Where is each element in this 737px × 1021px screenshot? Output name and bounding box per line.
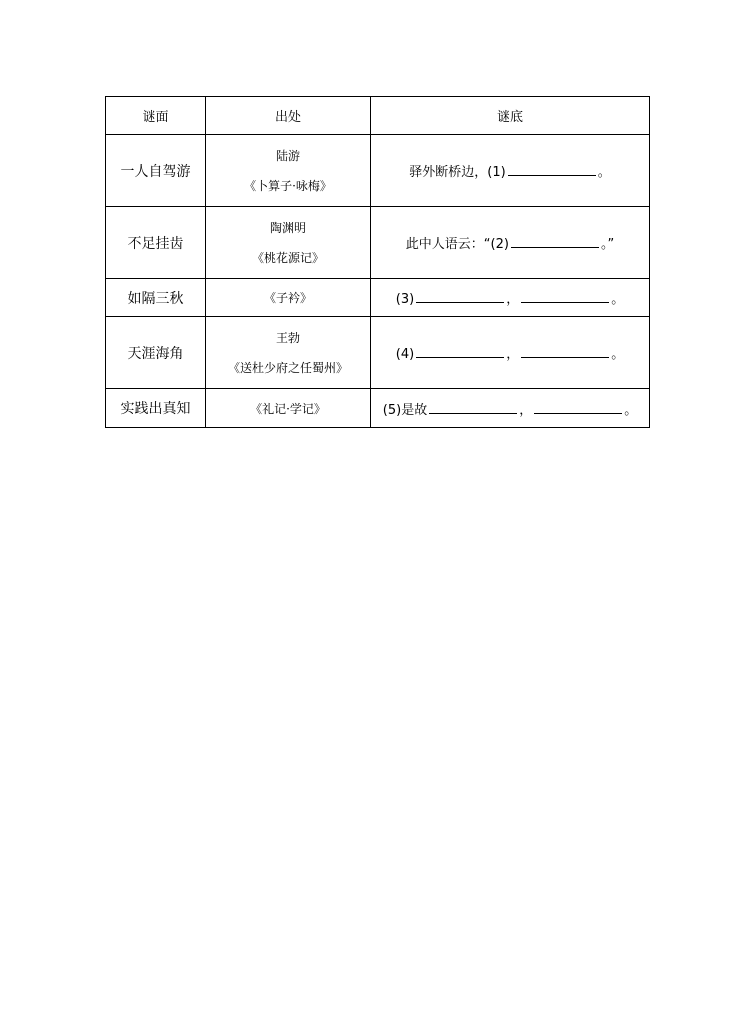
answer-end: 。 (611, 292, 625, 307)
answer-blank[interactable] (521, 289, 609, 303)
answer-end: 。” (600, 237, 615, 252)
answer-marker: (4) (395, 347, 415, 362)
riddle-text: 如隔三秋 (106, 279, 206, 317)
header-source: 出处 (206, 97, 371, 135)
riddle-text: 一人自驾游 (106, 135, 206, 207)
source-author: 王勃 (275, 330, 300, 345)
answer-cell (371, 317, 650, 389)
answer-marker: (1) (487, 165, 506, 180)
answer-blank[interactable] (521, 344, 609, 358)
answer-prefix: 是故 (401, 402, 428, 418)
answer-end: 。 (624, 402, 638, 418)
answer-blank[interactable] (534, 400, 622, 414)
answer-blank[interactable] (508, 162, 596, 176)
answer-cell (371, 279, 650, 317)
answer-marker: (3) (395, 292, 415, 307)
table-row (106, 207, 650, 279)
source-title: 《礼记·学记》 (206, 389, 371, 428)
riddle-text: 实践出真知 (106, 389, 206, 428)
table-row (106, 135, 650, 207)
header-riddle: 谜面 (106, 97, 206, 135)
source-author: 陶渊明 (269, 220, 306, 235)
answer-end: 。 (611, 347, 625, 362)
riddle-text: 天涯海角 (106, 317, 206, 389)
source-title: 《卜算子·咏梅》 (244, 178, 332, 193)
source-author: 陆游 (275, 148, 300, 163)
answer-marker: (5) (382, 402, 402, 418)
answer-blank[interactable] (429, 400, 517, 414)
answer-end: 。 (597, 165, 611, 180)
answer-prefix: 驿外断桥边， (409, 165, 488, 180)
source-title: 《子衿》 (206, 279, 371, 317)
answer-blank[interactable] (416, 344, 504, 358)
answer-separator: ， (519, 402, 533, 418)
answer-prefix: 此中人语云：“ (405, 237, 491, 252)
source-title: 《桃花源记》 (251, 250, 324, 265)
answer-marker: (2) (490, 237, 509, 252)
answer-cell (371, 207, 650, 279)
table-row (106, 317, 650, 389)
answer-blank[interactable] (511, 234, 599, 248)
header-row (106, 97, 650, 135)
table-row (106, 279, 650, 317)
answer-blank[interactable] (416, 289, 504, 303)
riddle-table (105, 96, 650, 428)
answer-cell (371, 389, 650, 428)
source-cell (206, 317, 371, 389)
header-answer: 谜底 (371, 97, 650, 135)
answer-separator: ， (506, 347, 520, 362)
answer-separator: ， (506, 292, 520, 307)
source-cell (206, 135, 371, 207)
riddle-text: 不足挂齿 (106, 207, 206, 279)
source-title: 《送杜少府之任蜀州》 (227, 360, 348, 375)
answer-cell (371, 135, 650, 207)
table-row (106, 389, 650, 428)
source-cell (206, 207, 371, 279)
